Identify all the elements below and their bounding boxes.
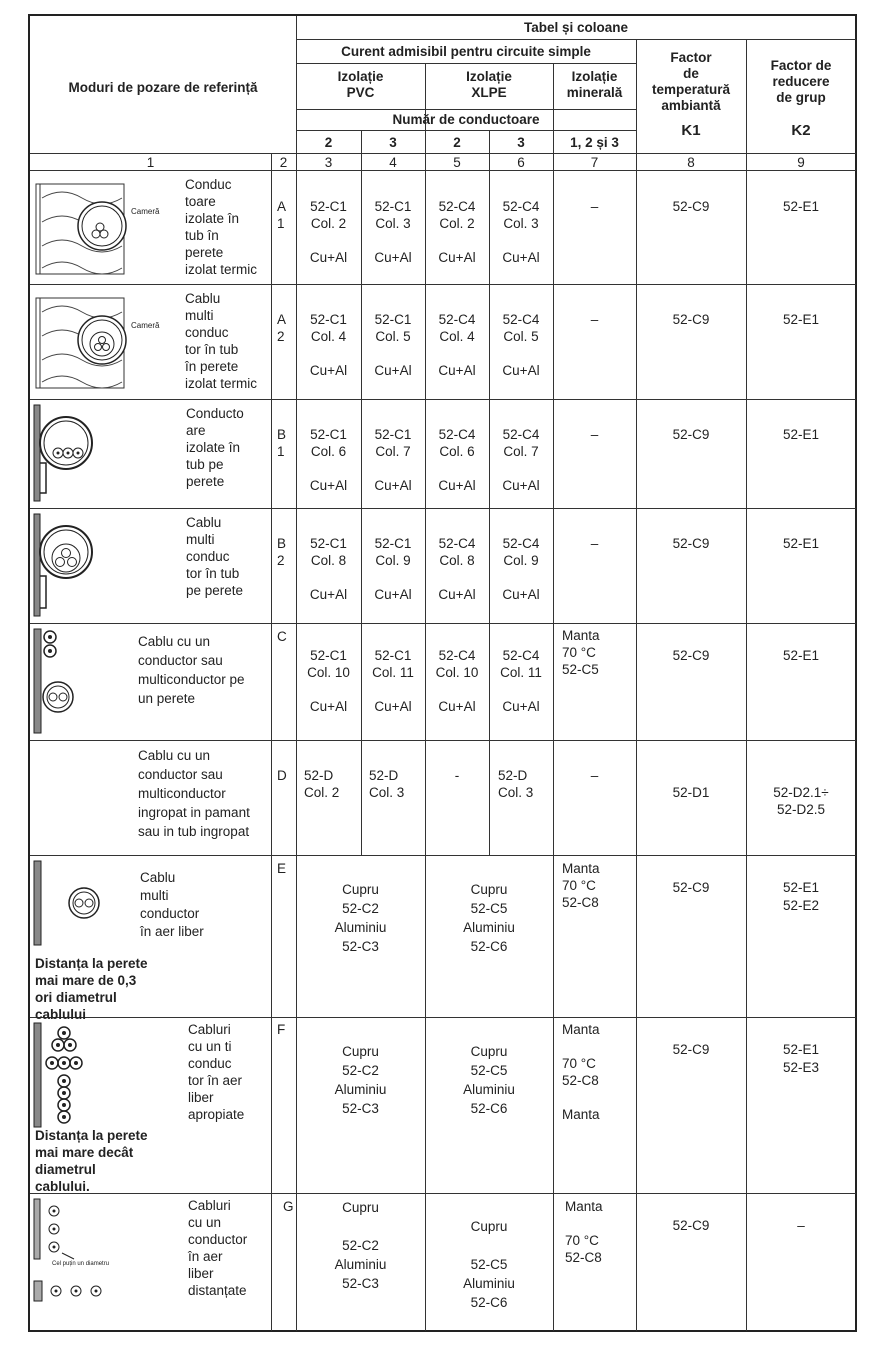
row-c-c3: 52-C1 Col. 10 Cu+Al: [307, 648, 350, 714]
row-f-k2: 52-E1 52-E3: [782, 1042, 820, 1075]
row-c-c7: Manta 70 °C 52-C5: [562, 628, 600, 677]
pic-label: Cameră: [131, 207, 160, 216]
row-a1-description: Conduc toare izolate în tub în perete izolat termic: [185, 177, 258, 277]
row-d-c5: -: [454, 768, 460, 783]
col-number: 3: [324, 155, 333, 170]
row-b2-code: B 2: [277, 536, 287, 568]
rule: [746, 39, 747, 1331]
row-f-code: F: [277, 1022, 286, 1037]
left-title: Moduri de pozare de referință: [68, 80, 258, 95]
rule: [553, 63, 554, 1331]
row-a1-k2: 52-E1: [782, 199, 820, 214]
row-g-k1: 52-C9: [672, 1218, 710, 1233]
row-c-c6: 52-C4 Col. 11 Cu+Al: [500, 648, 542, 714]
row-a2-c5: 52-C4 Col. 4 Cu+Al: [438, 312, 476, 378]
row-b2-c5: 52-C4 Col. 8 Cu+Al: [438, 536, 476, 602]
row-a1-c6: 52-C4 Col. 3 Cu+Al: [502, 199, 540, 265]
n-col-1: 2: [324, 135, 333, 150]
row-b1-code: B 1: [277, 427, 287, 459]
row-c-k2: 52-E1: [782, 648, 820, 663]
k1-title: Factor de temperatură ambiantă: [651, 50, 731, 113]
row-a1-code: A 1: [277, 199, 287, 231]
row-c-k1: 52-C9: [672, 648, 710, 663]
row-c-description: Cablu cu un conductor sau multiconductor pe un perete: [138, 634, 245, 706]
row-e-code: E: [277, 861, 287, 876]
row-d-c4: 52-D Col. 3: [369, 768, 405, 800]
row-d-k2: 52-D2.1÷ 52-D2.5: [773, 785, 829, 817]
row-f-description: Cabluri cu un ti conduc tor în aer liber apropiate: [188, 1022, 245, 1122]
col-number: 9: [797, 155, 805, 170]
row-f-description-distance: Distanța la perete mai mare decât diametrul cablului.: [35, 1128, 148, 1194]
row-b1-k2: 52-E1: [782, 427, 820, 442]
row-g-c7: Manta 70 °C 52-C8: [565, 1199, 603, 1265]
row-c-c4: 52-C1 Col. 11 Cu+Al: [372, 648, 414, 714]
row-a2-description: Cablu multi conduc tor în tub în perete izolat termic: [185, 291, 258, 391]
col-number: 4: [389, 155, 397, 170]
row-e-c7: Manta 70 °C 52-C8: [562, 861, 600, 910]
row-f-c7: Manta 70 °C 52-C8 Manta: [562, 1022, 600, 1122]
k2-label: K2: [791, 122, 811, 139]
row-e-k1: 52-C9: [672, 880, 710, 895]
row-b1-c4: 52-C1 Col. 7 Cu+Al: [374, 427, 412, 493]
rule: [636, 39, 637, 1331]
row-a2-c4: 52-C1 Col. 5 Cu+Al: [374, 312, 412, 378]
rule: [30, 508, 856, 509]
row-b2-k1: 52-C9: [672, 536, 710, 551]
row-f-k1: 52-C9: [672, 1042, 710, 1057]
row-b2-description: Cablu multi conduc tor în tub pe perete: [186, 515, 244, 598]
row-c-c5: 52-C4 Col. 10 Cu+Al: [435, 648, 479, 714]
rule: [296, 130, 636, 131]
installation-diagram-g: [32, 1197, 132, 1309]
n-col-3: 2: [453, 135, 461, 150]
row-f-pvc: Cupru 52-C2 Aluminiu 52-C3: [334, 1044, 387, 1116]
pic-label: Cel puțin un diametru: [52, 1261, 110, 1267]
row-a1-c5: 52-C4 Col. 2 Cu+Al: [438, 199, 476, 265]
row-d-k1: 52-D1: [672, 785, 710, 800]
row-d-description: Cablu cu un conductor sau multiconductor ingropat in pamant sau in tub ingropat: [138, 748, 250, 839]
row-d-c3: 52-D Col. 2: [304, 768, 340, 800]
row-g-pvc: Cupru 52-C2 Aluminiu 52-C3: [334, 1200, 387, 1291]
row-b1-c3: 52-C1 Col. 6 Cu+Al: [309, 427, 348, 493]
row-b1-description: Conducto are izolate în tub pe perete: [186, 406, 244, 489]
col-number: 1: [146, 155, 155, 170]
row-a1-k1: 52-C9: [672, 199, 710, 214]
mineral-title: Izolație minerală: [566, 69, 623, 100]
row-e-description-distance: Distanța la perete mai mare de 0,3 ori diametrul cablului: [35, 956, 148, 1022]
installation-diagram-b2: [32, 512, 102, 618]
row-b1-k1: 52-C9: [672, 427, 710, 442]
rule: [30, 1193, 856, 1194]
row-e-xlpe: Cupru 52-C5 Aluminiu 52-C6: [463, 882, 515, 954]
row-b2-c6: 52-C4 Col. 9 Cu+Al: [502, 536, 540, 602]
rule: [271, 153, 272, 1331]
rule: [30, 1017, 856, 1018]
row-a2-c7: –: [590, 312, 599, 327]
row-b1-c7: –: [590, 427, 599, 442]
row-d-c6: 52-D Col. 3: [498, 768, 534, 800]
rule: [296, 109, 636, 110]
row-b2-k2: 52-E1: [782, 536, 820, 551]
rule: [296, 39, 856, 40]
row-e-pvc: Cupru 52-C2 Aluminiu 52-C3: [334, 882, 387, 954]
row-a2-c3: 52-C1 Col. 4 Cu+Al: [309, 312, 348, 378]
row-b2-c4: 52-C1 Col. 9 Cu+Al: [374, 536, 412, 602]
row-a1-c3: 52-C1 Col. 2 Cu+Al: [309, 199, 348, 265]
row-g-code: G: [283, 1199, 294, 1214]
row-e-description: Cablu multi conductor în aer liber: [140, 870, 204, 939]
num-conductors-title: Număr de conductoare: [392, 112, 540, 127]
k2-title: Factor de reducere de grup: [770, 58, 832, 105]
row-b1-c5: 52-C4 Col. 6 Cu+Al: [438, 427, 476, 493]
row-g-k2: –: [797, 1218, 805, 1233]
n-col-2: 3: [389, 135, 397, 150]
n-col-4: 3: [517, 135, 525, 150]
rule: [30, 855, 856, 856]
installation-diagram-e: [32, 859, 112, 949]
k1-label: K1: [681, 122, 701, 139]
row-d-code: D: [277, 768, 287, 783]
rule: [30, 740, 856, 741]
rule: [30, 399, 856, 400]
group-title: Tabel și coloane: [523, 20, 629, 35]
col-number: 5: [453, 155, 461, 170]
installation-diagram-b1: [32, 403, 102, 503]
row-a1-c7: –: [590, 199, 599, 214]
row-f-xlpe: Cupru 52-C5 Aluminiu 52-C6: [463, 1044, 515, 1116]
row-b2-c7: –: [590, 536, 599, 551]
installation-diagram-a2: [34, 292, 184, 394]
col-number: 8: [687, 155, 695, 170]
installation-diagram-c: [32, 627, 92, 737]
rule: [30, 623, 856, 624]
row-a1-c4: 52-C1 Col. 3 Cu+Al: [374, 199, 412, 265]
row-c-code: C: [277, 629, 287, 644]
row-a2-code: A 2: [277, 312, 287, 344]
row-a2-k2: 52-E1: [782, 312, 820, 327]
xlpe-title: Izolație XLPE: [466, 69, 512, 100]
row-g-xlpe: Cupru 52-C5 Aluminiu 52-C6: [463, 1219, 515, 1310]
row-g-description: Cabluri cu un conductor în aer liber distanțate: [188, 1198, 248, 1298]
col-number: 6: [517, 155, 525, 170]
row-a2-c6: 52-C4 Col. 5 Cu+Al: [502, 312, 540, 378]
pic-label: Cameră: [131, 321, 160, 330]
pvc-title: Izolație PVC: [337, 69, 384, 100]
n-col-5: 1, 2 și 3: [570, 135, 619, 150]
current-title: Curent admisibil pentru circuite simple: [341, 44, 591, 59]
col-number: 7: [590, 155, 599, 170]
row-b2-c3: 52-C1 Col. 8 Cu+Al: [309, 536, 348, 602]
rule: [296, 63, 636, 64]
installation-diagram-a1: [34, 178, 184, 280]
rule: [30, 284, 856, 285]
col-number: 2: [279, 155, 288, 170]
row-e-k2: 52-E1 52-E2: [782, 880, 820, 913]
row-d-c7: –: [590, 768, 599, 783]
installation-diagram-f: [32, 1021, 112, 1131]
row-b1-c6: 52-C4 Col. 7 Cu+Al: [502, 427, 540, 493]
row-a2-k1: 52-C9: [672, 312, 710, 327]
